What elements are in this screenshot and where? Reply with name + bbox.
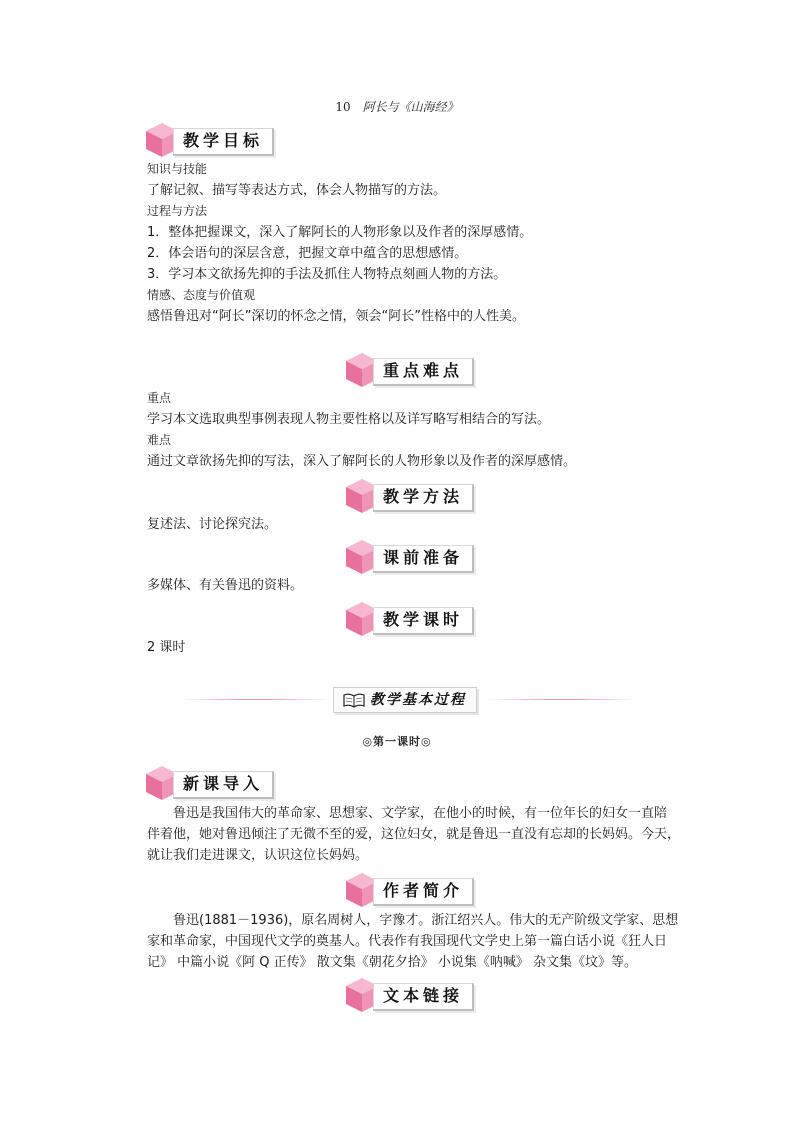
prep-text: 多媒体、有关鲁迅的资料。 bbox=[147, 578, 304, 593]
section-author-heading bbox=[345, 872, 475, 908]
section-objectives-heading bbox=[145, 122, 275, 158]
lesson-title: 阿长与《山海经》 bbox=[362, 100, 459, 114]
section-hours-heading bbox=[345, 601, 475, 637]
objectives-knowledge-label: 知识与技能 bbox=[147, 162, 208, 176]
lesson-number: 10 bbox=[335, 100, 351, 114]
section-title: 教学课时 bbox=[383, 610, 464, 629]
section-title: 新课导入 bbox=[183, 774, 264, 793]
objectives-emotion-text: 感悟鲁迅对“阿长”深切的怀念之情，领会“阿长”性格中的人性美。 bbox=[147, 309, 525, 324]
author-line: 鲁迅(1881－1936)，原名周树人，字豫才。浙江绍兴人。伟大的无产阶级文学家、思想 bbox=[173, 913, 679, 928]
objectives-process-item: 1．整体把握课文，深入了解阿长的人物形象以及作者的深厚感情。 bbox=[147, 225, 533, 240]
intro-line: 伴着他，她对鲁迅倾注了无微不至的爱，这位妇女，就是鲁迅一直没有忘却的长妈妈。今天， bbox=[147, 827, 681, 842]
process-label: 教学基本过程 bbox=[370, 692, 466, 708]
difficulty-text: 通过文章欲扬先抑的写法，深入了解阿长的人物形象以及作者的深厚感情。 bbox=[147, 454, 577, 469]
objectives-emotion-label: 情感、态度与价值观 bbox=[147, 288, 256, 302]
section-prep-heading bbox=[345, 539, 475, 575]
objectives-process-item: 2．体会语句的深层含意，把握文章中蕴含的思想感情。 bbox=[147, 246, 468, 261]
lesson-one-marker: ◎第一课时◎ bbox=[362, 735, 432, 748]
objectives-process-item: 3．学习本文欲扬先抑的手法及抓住人物特点刻画人物的方法。 bbox=[147, 267, 507, 282]
divider-line-left bbox=[180, 699, 330, 700]
running-header bbox=[0, 98, 794, 115]
intro-line: 鲁迅是我国伟大的革命家、思想家、文学家，在他小的时候，有一位年长的妇女一直陪 bbox=[173, 806, 668, 821]
hours-text: 2 课时 bbox=[147, 640, 186, 655]
section-methods-heading bbox=[345, 478, 475, 514]
process-banner bbox=[333, 687, 477, 713]
section-title: 作者简介 bbox=[383, 881, 464, 900]
section-title: 文本链接 bbox=[383, 986, 464, 1005]
open-book-icon bbox=[342, 692, 366, 708]
focus-text: 学习本文选取典型事例表现人物主要性格以及详写略写相结合的写法。 bbox=[147, 412, 551, 427]
objectives-process-label: 过程与方法 bbox=[147, 204, 208, 218]
section-intro-heading bbox=[145, 765, 275, 801]
section-title: 教学目标 bbox=[183, 131, 264, 150]
section-links-heading bbox=[345, 977, 475, 1013]
objectives-knowledge-text: 了解记叙、描写等表达方式，体会人物描写的方法。 bbox=[147, 183, 447, 198]
section-title: 课前准备 bbox=[383, 548, 464, 567]
intro-line: 就让我们走进课文，认识这位长妈妈。 bbox=[147, 848, 369, 863]
section-keypoints-heading bbox=[345, 352, 475, 388]
divider-line-right bbox=[488, 699, 638, 700]
focus-label: 重点 bbox=[147, 391, 172, 405]
author-line: 记》 中篇小说《阿 Q 正传》 散文集《朝花夕拾》 小说集《呐喊》 杂文集《坟》等。 bbox=[147, 955, 638, 970]
section-title: 重点难点 bbox=[383, 361, 464, 380]
author-line: 家和革命家，中国现代文学的奠基人。代表作有我国现代文学史上第一篇白话小说《狂人日 bbox=[147, 934, 668, 949]
methods-text: 复述法、讨论探究法。 bbox=[147, 517, 278, 532]
difficulty-label: 难点 bbox=[147, 433, 172, 447]
section-title: 教学方法 bbox=[383, 487, 464, 506]
